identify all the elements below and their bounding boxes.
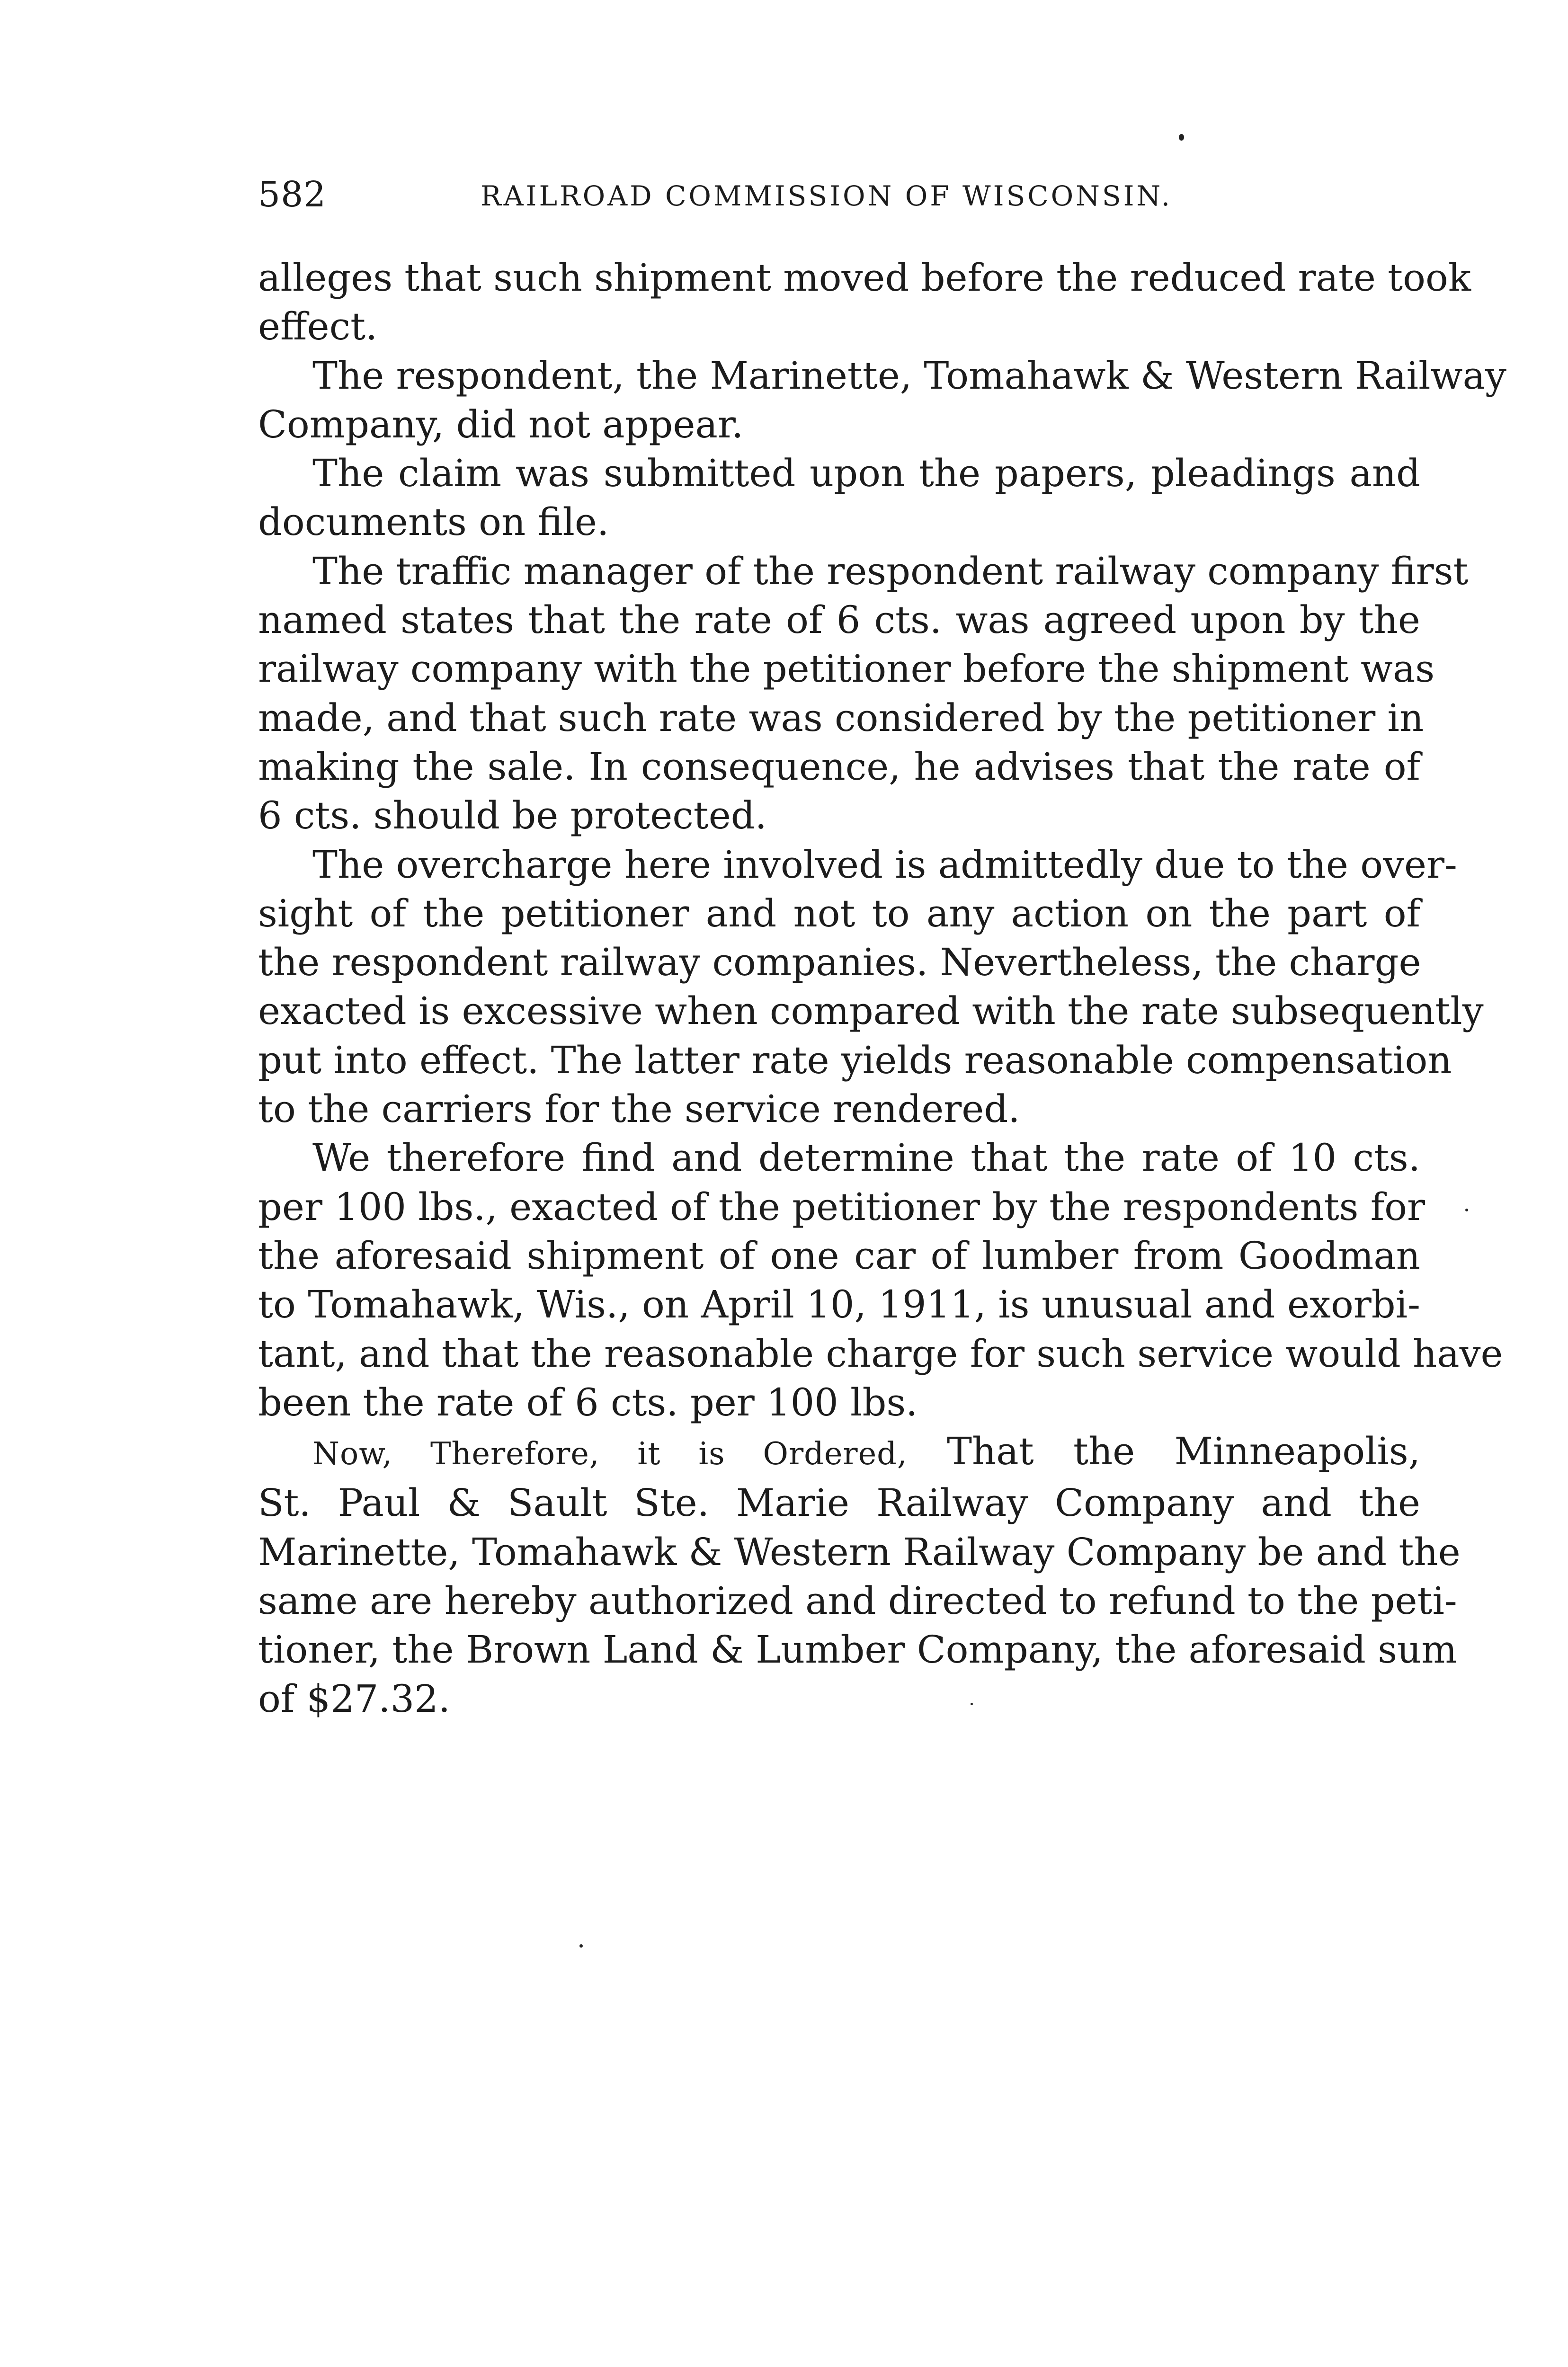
page-header (258, 174, 1420, 217)
scan-speck (579, 1944, 583, 1948)
text-line: sight of the petitioner and not to any action on the part of (258, 891, 1420, 935)
body-text (258, 253, 1506, 1723)
paragraph (258, 449, 1420, 547)
paragraph (258, 840, 1484, 1134)
scan-speck (971, 1703, 973, 1705)
scan-speck (1465, 1209, 1468, 1211)
order-line-rest: That the Minneapolis, (947, 1429, 1420, 1474)
text-line: tant, and that the reasonable charge for such service would have (258, 1331, 1503, 1376)
text-line: named states that the rate of 6 cts. was agreed upon by the (258, 598, 1420, 642)
running-head: RAILROAD COMMISSION OF WISCONSIN. (481, 180, 1173, 212)
text-line: The traffic manager of the respondent railway company first (312, 549, 1469, 593)
text-line: alleges that such shipment moved before the reduced rate took (258, 256, 1471, 300)
paragraph (258, 351, 1506, 449)
text-line: We therefore find and determine that the rate of 10 cts. (312, 1136, 1420, 1180)
text-line: documents on file. (258, 500, 609, 544)
text-line: the aforesaid shipment of one car of lumber from Goodman (258, 1233, 1420, 1278)
text-line: St. Paul & Sault Ste. Marie Railway Company and the (258, 1481, 1420, 1525)
text-line: put into effect. The latter rate yields reasonable compensation (258, 1038, 1452, 1082)
text-line: tioner, the Brown Land & Lumber Company, the aforesaid sum (258, 1628, 1457, 1672)
paragraph (258, 547, 1469, 840)
order-lead-in: Now, Therefore, it is Ordered, (312, 1436, 908, 1472)
text-line: been the rate of 6 cts. per 100 lbs. (258, 1380, 918, 1424)
text-line: effect. (258, 304, 378, 349)
text-line: the respondent railway companies. Nevertheless, the charge (258, 940, 1421, 985)
text-line (258, 1427, 1420, 1478)
text-line: per 100 lbs., exacted of the petitioner by the respondents for (258, 1184, 1425, 1229)
text-line: Company, did not appear. (258, 402, 744, 446)
text-line: The overcharge here involved is admittedly due to the over- (312, 842, 1457, 887)
text-line: making the sale. In consequence, he advises that the rate of (258, 744, 1420, 789)
text-line: same are hereby authorized and directed to refund to the peti- (258, 1579, 1457, 1623)
text-line: of $27.32. (258, 1676, 451, 1721)
text-line: to Tomahawk, Wis., on April 10, 1911, is unusual and exorbi- (258, 1282, 1420, 1327)
paragraph (258, 1133, 1503, 1427)
text-line: The claim was submitted upon the papers, pleadings and (312, 451, 1420, 496)
text-line: exacted is excessive when compared with the rate subsequently (258, 989, 1484, 1033)
paragraph (258, 253, 1471, 351)
page-number: 582 (258, 174, 327, 215)
text-line: railway company with the petitioner before the shipment was (258, 647, 1435, 691)
text-line: Marinette, Tomahawk & Western Railway Company be and the (258, 1530, 1461, 1574)
text-line: made, and that such rate was considered by the petitioner in (258, 695, 1424, 740)
text-line: The respondent, the Marinette, Tomahawk & Western Railway (312, 353, 1506, 398)
scan-speck (1179, 134, 1184, 141)
text-line: to the carriers for the service rendered. (258, 1087, 1020, 1131)
order-paragraph (258, 1427, 1461, 1723)
text-line: 6 cts. should be protected. (258, 793, 767, 838)
